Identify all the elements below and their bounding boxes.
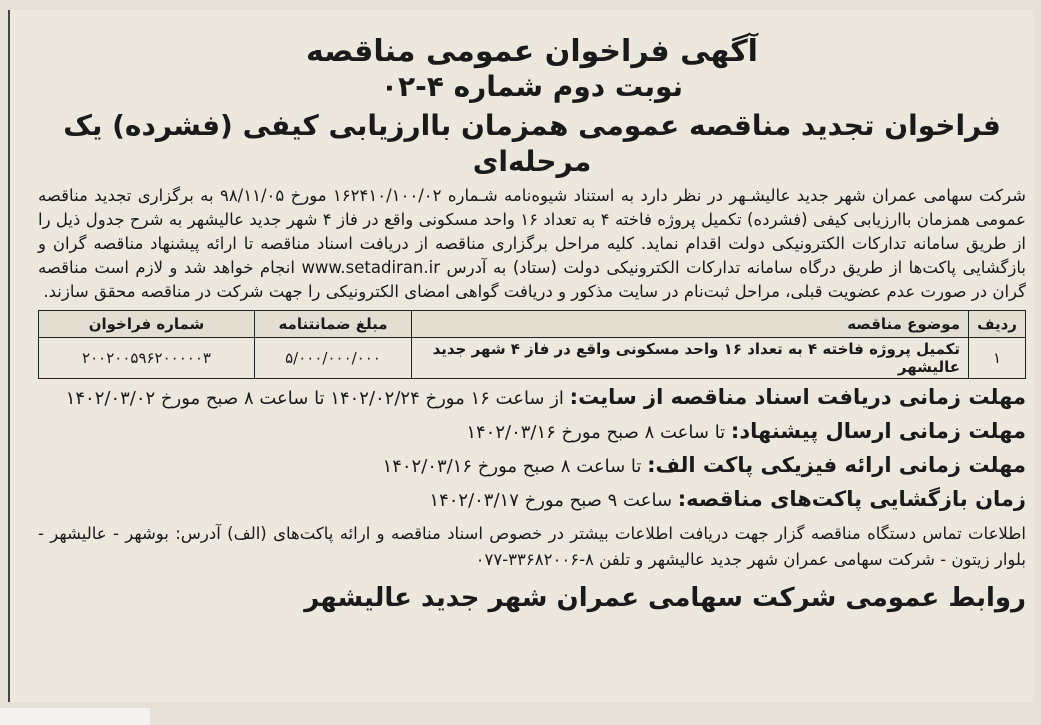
ad-title: آگهی فراخوان عمومی مناقصه: [306, 34, 758, 69]
ad-body-paragraph: [38, 184, 1026, 304]
deadline-value: ساعت ۹ صبح مورخ ۱۴۰۲/۰۳/۱۷: [429, 490, 673, 511]
deadline-physical-envelope: [38, 451, 1026, 481]
deadline-value: تا ساعت ۸ صبح مورخ ۱۴۰۲/۰۳/۱۶: [382, 456, 642, 477]
header-row-number: ردیف: [969, 311, 1026, 338]
deadline-label: مهلت زمانی دریافت اسناد مناقصه از سایت:: [569, 385, 1026, 409]
ad-subtitle: فراخوان تجدید مناقصه عمومی همزمان باارزیابی کیفی (فشرده) یک مرحله‌ای: [63, 109, 1001, 178]
cell-row-number: ۱: [969, 338, 1026, 379]
tender-table-header: [39, 311, 1026, 338]
tender-advertisement: [38, 34, 1026, 702]
header-guarantee-amount: مبلغ ضمانتنامه: [255, 311, 412, 338]
deadline-proposal-submission: [38, 417, 1026, 447]
tender-table: [38, 310, 1026, 379]
deadline-envelope-opening: [38, 485, 1026, 515]
body-text-end: انجام خواهد شد و لازم است مناقصه گران در صورت عدم عضویت قبلی، مراحل ثبت‌نام در سایت مذکور و دریافت گواهی امضای الکترونیکی را جهت شرکت در مناقصه محقق سازند.: [38, 258, 1026, 301]
header-subject: موضوع مناقصه: [412, 311, 969, 338]
header-call-number: شماره فراخوان: [39, 311, 255, 338]
deadlines-list: [38, 383, 1026, 515]
ad-round-number: نوبت دوم شماره ۴-۰۲: [380, 70, 684, 103]
cell-call-number: ۲۰۰۲۰۰۵۹۶۲۰۰۰۰۰۳: [39, 338, 255, 379]
cell-guarantee-amount: ۵/۰۰۰/۰۰۰/۰۰۰: [255, 338, 412, 379]
page-margin-strip: [0, 708, 150, 725]
deadline-label: زمان بازگشایی پاکت‌های مناقصه:: [677, 487, 1026, 511]
contact-information: اطلاعات تماس دستگاه مناقصه گزار جهت دریافت اطلاعات بیشتر در خصوص اسناد مناقصه و ارائه پاکت‌های (الف) آدرس: بوشهر - عالیشهر - بلوار زیتون - شرکت سهامی عمران شهر جدید عالیشهر و تلفن ۸-۳۳۶۸۲۰۰۶-۰۷۷: [38, 524, 1026, 569]
deadline-label: مهلت زمانی ارائه فیزیکی پاکت الف:: [647, 453, 1026, 477]
deadline-label: مهلت زمانی ارسال پیشنهاد:: [730, 419, 1026, 443]
ad-signature: روابط عمومی شرکت سهامی عمران شهر جدید عالیشهر: [304, 583, 1026, 613]
deadline-value: تا ساعت ۸ صبح مورخ ۱۴۰۲/۰۳/۱۶: [466, 422, 726, 443]
deadline-document-download: [38, 383, 1026, 413]
table-row: [39, 338, 1026, 379]
body-text-start: شرکت سهامی عمران شهر جدید عالیشـهر در نظر دارد به استناد شیوه‌نامه شـماره ۱۶۲۴۱۰/۱۰۰/۰۲ مورخ ۹۸/۱۱/۰۵ به برگزاری تجدید مناقصه عمومی همزمان باارزیابی کیفی (فشرده) تکمیل پروژه فاخته ۴ به تعداد ۱۶ واحد مسکونی واقع در فاز ۴ شهر جدید عالیشهر به شرح جدول ذیل را از طریق سامانه تدارکات الکترونیکی دولت اقدام نماید. کلیه مراحل برگزاری مناقصه از دریافت اسناد مناقصه تا ارائه پیشنهاد مناقصه گران و بازگشایی پاکت‌ها از طریق درگاه سامانه تدارکات الکترونیکی دولت (ستاد) به آدرس: [38, 186, 1026, 277]
cell-subject: تکمیل پروژه فاخته ۴ به تعداد ۱۶ واحد مسکونی واقع در فاز ۴ شهر جدید عالیشهر: [412, 338, 969, 379]
setad-url: www.setadiran.ir: [301, 258, 441, 277]
newspaper-page: [8, 10, 1034, 702]
deadline-value: از ساعت ۱۶ مورخ ۱۴۰۲/۰۲/۲۴ تا ساعت ۸ صبح مورخ ۱۴۰۲/۰۳/۰۲: [65, 388, 564, 409]
